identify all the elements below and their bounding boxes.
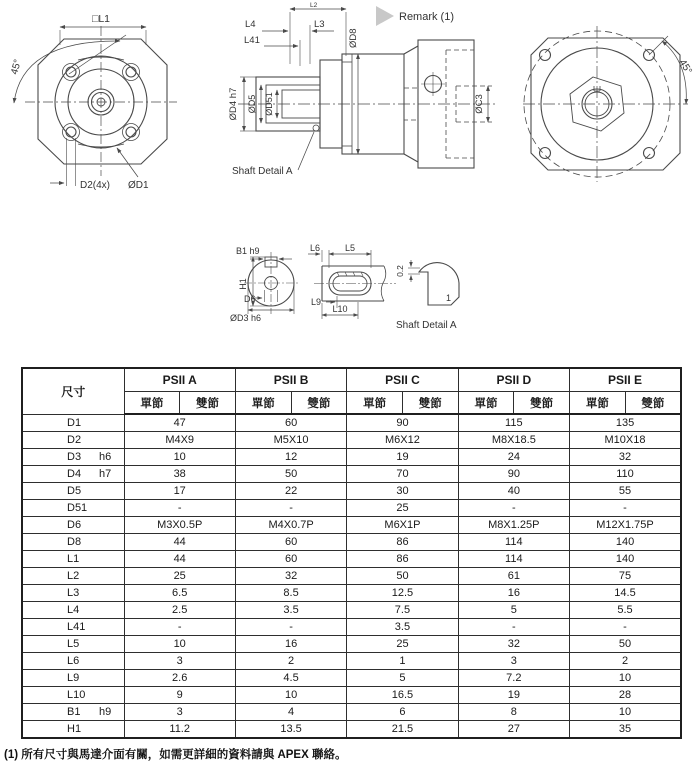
dim-value-cell: 24 bbox=[458, 449, 569, 466]
dim-name: H1 bbox=[67, 723, 82, 735]
dim-value-cell: 22 bbox=[235, 483, 346, 500]
dim-value-cell: 47 bbox=[124, 414, 235, 432]
keyway-dim-l10-label: L10 bbox=[332, 304, 348, 314]
section-dim-l4-label: L4 bbox=[245, 19, 256, 30]
section-dim-d4-label: ØD4 h7 bbox=[228, 87, 239, 121]
group-header-psii-c: PSII C bbox=[347, 368, 458, 392]
dim-name: L9 bbox=[67, 672, 80, 684]
shaft-detail-caption: Shaft Detail A bbox=[396, 320, 457, 331]
dim-value-cell: 12.5 bbox=[347, 585, 458, 602]
dim-value-cell: 28 bbox=[570, 687, 681, 704]
shaft-dim-b1-label: B1 h9 bbox=[236, 246, 260, 256]
dim-value-cell: 4 bbox=[235, 704, 346, 721]
dim-value-cell: 115 bbox=[458, 414, 569, 432]
remark-arrow-icon bbox=[376, 6, 394, 26]
dim-value-cell: 6 bbox=[347, 704, 458, 721]
dim-value-cell: 16 bbox=[458, 585, 569, 602]
row-header bbox=[22, 517, 124, 534]
dim-value-cell: M10X18 bbox=[570, 432, 681, 449]
keyway-dim-l6-label: L6 bbox=[310, 243, 321, 253]
dim-value-cell: 2.6 bbox=[124, 670, 235, 687]
detail-dim-chamfer-label: 1 bbox=[446, 293, 452, 303]
dim-value-cell: 30 bbox=[347, 483, 458, 500]
row-header bbox=[22, 704, 124, 721]
subheader-double: 雙節 bbox=[180, 392, 236, 415]
dim-value-cell: 32 bbox=[570, 449, 681, 466]
dim-name: D51 bbox=[67, 502, 88, 514]
dim-value-cell: 44 bbox=[124, 534, 235, 551]
subheader-double: 雙節 bbox=[291, 392, 347, 415]
dim-value-cell: 2 bbox=[570, 653, 681, 670]
dim-value-cell: - bbox=[235, 500, 346, 517]
dim-value-cell: 3 bbox=[124, 653, 235, 670]
dim-name: D6 bbox=[67, 519, 82, 531]
dim-value-cell: 17 bbox=[124, 483, 235, 500]
dim-value-cell: - bbox=[235, 619, 346, 636]
dim-value-cell: 60 bbox=[235, 551, 346, 568]
dim-value-cell: 140 bbox=[570, 534, 681, 551]
dim-value-cell: 40 bbox=[458, 483, 569, 500]
table-row bbox=[22, 500, 681, 517]
dim-value-cell: 12 bbox=[235, 449, 346, 466]
row-header bbox=[22, 466, 124, 483]
dim-value-cell: 2.5 bbox=[124, 602, 235, 619]
dim-name: L10 bbox=[67, 689, 86, 701]
dim-value-cell: 3 bbox=[458, 653, 569, 670]
keyway-view-drawing bbox=[308, 250, 396, 319]
dim-value-cell: 8.5 bbox=[235, 585, 346, 602]
dim-value-cell: 5 bbox=[458, 602, 569, 619]
dim-value-cell: 6.5 bbox=[124, 585, 235, 602]
row-header bbox=[22, 585, 124, 602]
dim-name: D3 bbox=[67, 451, 82, 463]
subheader-double: 雙節 bbox=[625, 392, 681, 415]
section-dim-l41-label: L41 bbox=[244, 35, 260, 46]
dimension-table bbox=[21, 367, 682, 739]
dim-value-cell: M6X12 bbox=[347, 432, 458, 449]
table-row bbox=[22, 432, 681, 449]
dim-name: D2 bbox=[67, 434, 82, 446]
footnote: (1) 所有尺寸與馬達介面有關，如需更詳細的資料請與 APEX 聯絡。 bbox=[4, 749, 347, 761]
dim-value-cell: 9 bbox=[124, 687, 235, 704]
row-header bbox=[22, 670, 124, 687]
dim-name: L2 bbox=[67, 570, 80, 582]
section-dim-d51-label: ØD51 bbox=[264, 92, 274, 116]
dim-value-cell: 60 bbox=[235, 534, 346, 551]
dim-value-cell: 61 bbox=[458, 568, 569, 585]
table-row bbox=[22, 534, 681, 551]
dim-value-cell: - bbox=[124, 500, 235, 517]
subheader-single: 單節 bbox=[347, 392, 403, 415]
dim-value-cell: 25 bbox=[347, 636, 458, 653]
group-header-psii-e: PSII E bbox=[570, 368, 681, 392]
dim-value-cell: 7.5 bbox=[347, 602, 458, 619]
dim-value-cell: - bbox=[458, 619, 569, 636]
dim-name: L6 bbox=[67, 655, 80, 667]
subheader-single: 單節 bbox=[570, 392, 626, 415]
dim-value-cell: - bbox=[124, 619, 235, 636]
dim-value-cell: 2 bbox=[235, 653, 346, 670]
dim-name: D1 bbox=[67, 416, 82, 429]
table-row bbox=[22, 704, 681, 721]
section-dim-c3-label: ØC3 bbox=[474, 94, 485, 114]
dim-value-cell: 50 bbox=[570, 636, 681, 653]
dim-value-cell: 86 bbox=[347, 551, 458, 568]
dim-value-cell: 10 bbox=[124, 636, 235, 653]
dim-name: D8 bbox=[67, 536, 82, 548]
dim-value-cell: 55 bbox=[570, 483, 681, 500]
row-header bbox=[22, 568, 124, 585]
front-angle-label: 45° bbox=[9, 58, 24, 76]
subheader-single: 單節 bbox=[235, 392, 291, 415]
table-row bbox=[22, 602, 681, 619]
dim-value-cell: 10 bbox=[124, 449, 235, 466]
dim-tolerance: h7 bbox=[99, 468, 112, 480]
dim-value-cell: 11.2 bbox=[124, 721, 235, 739]
row-header bbox=[22, 534, 124, 551]
dim-value-cell: 10 bbox=[570, 670, 681, 687]
row-header bbox=[22, 432, 124, 449]
table-row bbox=[22, 619, 681, 636]
dim-value-cell: M4X0.7P bbox=[235, 517, 346, 534]
dim-value-cell: M5X10 bbox=[235, 432, 346, 449]
dim-value-cell: 4.5 bbox=[235, 670, 346, 687]
table-row bbox=[22, 670, 681, 687]
dim-value-cell: - bbox=[570, 500, 681, 517]
subheader-single: 單節 bbox=[124, 392, 180, 415]
row-header bbox=[22, 636, 124, 653]
shaft-section-drawing bbox=[244, 252, 298, 314]
dim-name: L1 bbox=[67, 553, 80, 565]
section-dim-d5-label: ØD5 bbox=[247, 94, 257, 114]
dim-value-cell: M12X1.75P bbox=[570, 517, 681, 534]
dim-value-cell: 32 bbox=[458, 636, 569, 653]
dim-value-cell: 21.5 bbox=[347, 721, 458, 739]
dim-value-cell: 75 bbox=[570, 568, 681, 585]
dim-value-cell: 70 bbox=[347, 466, 458, 483]
dim-value-cell: 38 bbox=[124, 466, 235, 483]
section-dim-d8-label: ØD8 bbox=[348, 28, 359, 48]
table-row bbox=[22, 568, 681, 585]
shaft-dim-d3-label: ØD3 h6 bbox=[230, 313, 262, 323]
dim-tolerance: h6 bbox=[99, 451, 112, 463]
dim-name: L3 bbox=[67, 587, 80, 599]
subheader-single: 單節 bbox=[458, 392, 514, 415]
table-row bbox=[22, 585, 681, 602]
table-row bbox=[22, 466, 681, 483]
dim-name: L5 bbox=[67, 638, 80, 650]
dim-value-cell: 50 bbox=[347, 568, 458, 585]
dim-value-cell: 135 bbox=[570, 414, 681, 432]
row-header bbox=[22, 721, 124, 739]
dim-value-cell: 90 bbox=[458, 466, 569, 483]
section-dim-l3-label: L3 bbox=[314, 19, 325, 30]
row-header bbox=[22, 619, 124, 636]
dim-name: D4 bbox=[67, 468, 82, 480]
dim-value-cell: 114 bbox=[458, 551, 569, 568]
table-row bbox=[22, 551, 681, 568]
subheader-double: 雙節 bbox=[514, 392, 570, 415]
row-header bbox=[22, 551, 124, 568]
group-header-psii-d: PSII D bbox=[458, 368, 569, 392]
row-header bbox=[22, 500, 124, 517]
dim-value-cell: - bbox=[570, 619, 681, 636]
dim-value-cell: 140 bbox=[570, 551, 681, 568]
dim-value-cell: 3.5 bbox=[347, 619, 458, 636]
dim-value-cell: 14.5 bbox=[570, 585, 681, 602]
dim-value-cell: 16 bbox=[235, 636, 346, 653]
table-row bbox=[22, 721, 681, 739]
dim-value-cell: 50 bbox=[235, 466, 346, 483]
table-row bbox=[22, 414, 681, 432]
dim-value-cell: - bbox=[458, 500, 569, 517]
rear-view-drawing bbox=[523, 26, 688, 182]
dim-value-cell: 114 bbox=[458, 534, 569, 551]
dim-name: B1 bbox=[67, 706, 81, 718]
dim-value-cell: 19 bbox=[458, 687, 569, 704]
shaft-dim-d6-label: D6 bbox=[244, 294, 256, 304]
group-header-psii-a: PSII A bbox=[124, 368, 235, 392]
keyway-dim-l9-label: L9 bbox=[311, 297, 322, 307]
table-body bbox=[22, 414, 681, 738]
section-dim-l2-label: L2 bbox=[310, 2, 318, 9]
dim-value-cell: M8X1.25P bbox=[458, 517, 569, 534]
dim-value-cell: 25 bbox=[347, 500, 458, 517]
row-header bbox=[22, 602, 124, 619]
dim-value-cell: 35 bbox=[570, 721, 681, 739]
dim-tolerance: h9 bbox=[99, 706, 112, 718]
row-header bbox=[22, 687, 124, 704]
table-row bbox=[22, 636, 681, 653]
dim-name: L4 bbox=[67, 604, 80, 616]
detail-dim-step-label: 0.2 bbox=[395, 265, 405, 277]
table-row bbox=[22, 517, 681, 534]
rear-angle-label: 45° bbox=[676, 57, 694, 77]
dim-value-cell: 86 bbox=[347, 534, 458, 551]
dim-value-cell: 13.5 bbox=[235, 721, 346, 739]
dim-value-cell: 8 bbox=[458, 704, 569, 721]
dim-value-cell: 3.5 bbox=[235, 602, 346, 619]
dim-value-cell: 32 bbox=[235, 568, 346, 585]
dim-value-cell: 3 bbox=[124, 704, 235, 721]
row-header bbox=[22, 414, 124, 432]
subheader-double: 雙節 bbox=[402, 392, 458, 415]
dim-value-cell: M6X1P bbox=[347, 517, 458, 534]
shaft-dim-h1-label: H1 bbox=[238, 278, 248, 290]
table-row bbox=[22, 483, 681, 500]
dim-value-cell: 25 bbox=[124, 568, 235, 585]
dim-value-cell: 5.5 bbox=[570, 602, 681, 619]
table-row bbox=[22, 687, 681, 704]
dim-name: L41 bbox=[67, 621, 86, 633]
keyway-dim-l5-label: L5 bbox=[344, 243, 356, 253]
row-header bbox=[22, 483, 124, 500]
section-view-drawing bbox=[238, 9, 498, 170]
dim-value-cell: 7.2 bbox=[458, 670, 569, 687]
front-dim-l1-label: □L1 bbox=[92, 13, 111, 25]
dim-value-cell: M8X18.5 bbox=[458, 432, 569, 449]
dim-name: D5 bbox=[67, 485, 82, 497]
shaft-detail-callout: Shaft Detail A bbox=[232, 166, 293, 177]
front-view-drawing bbox=[14, 26, 177, 186]
dim-value-cell: 90 bbox=[347, 414, 458, 432]
corner-header: 尺寸 bbox=[22, 368, 124, 414]
dim-value-cell: M4X9 bbox=[124, 432, 235, 449]
dim-value-cell: 44 bbox=[124, 551, 235, 568]
remark-label: Remark (1) bbox=[399, 11, 455, 23]
technical-drawings bbox=[0, 0, 700, 358]
dim-value-cell: 19 bbox=[347, 449, 458, 466]
table-row bbox=[22, 449, 681, 466]
front-dim-d2-label: D2(4x) bbox=[80, 180, 111, 191]
dim-value-cell: 5 bbox=[347, 670, 458, 687]
dim-value-cell: 110 bbox=[570, 466, 681, 483]
dim-value-cell: 1 bbox=[347, 653, 458, 670]
row-header bbox=[22, 449, 124, 466]
dim-value-cell: M3X0.5P bbox=[124, 517, 235, 534]
group-header-psii-b: PSII B bbox=[235, 368, 346, 392]
dim-value-cell: 27 bbox=[458, 721, 569, 739]
row-header bbox=[22, 653, 124, 670]
dim-value-cell: 10 bbox=[235, 687, 346, 704]
shaft-detail-drawing bbox=[408, 260, 459, 305]
table-row bbox=[22, 653, 681, 670]
front-dim-d1-label: ØD1 bbox=[128, 180, 149, 191]
dim-value-cell: 60 bbox=[235, 414, 346, 432]
dim-value-cell: 16.5 bbox=[347, 687, 458, 704]
table-header bbox=[22, 368, 681, 414]
dim-value-cell: 10 bbox=[570, 704, 681, 721]
